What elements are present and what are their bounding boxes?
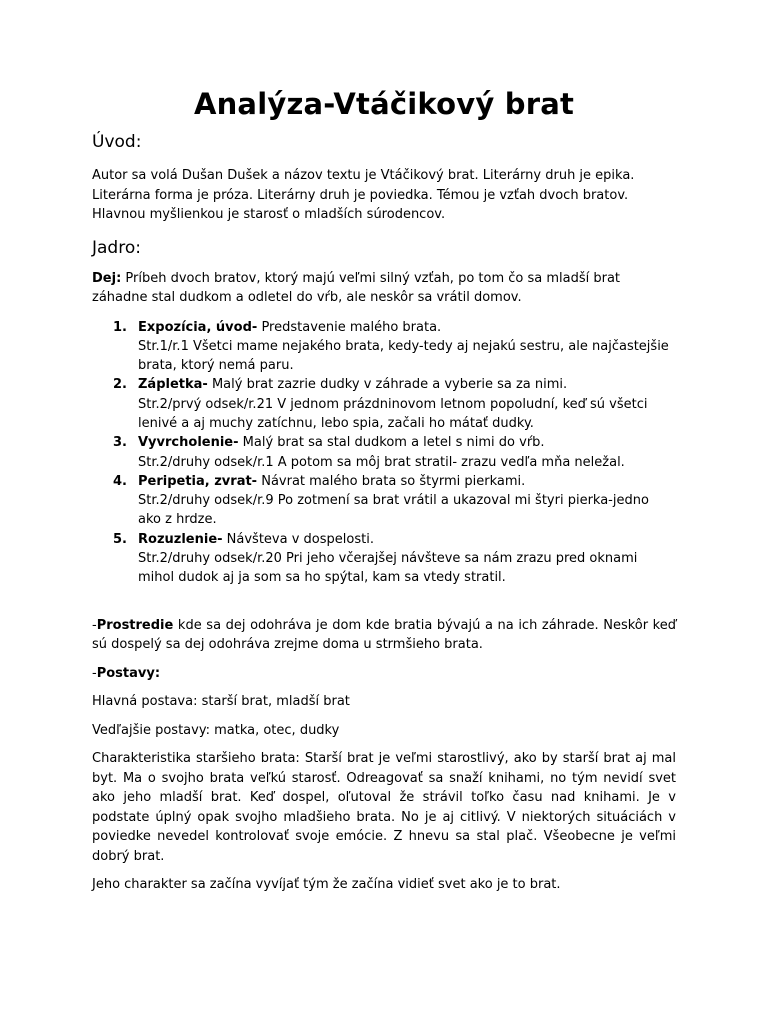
list-number: 5. bbox=[113, 531, 127, 547]
list-label: Expozícia, úvod- bbox=[138, 319, 258, 335]
uvod-paragraph: Autor sa volá Dušan Dušek a názov textu je Vtáčikový brat. Literárny druh je epika. Literárna forma je próza. Literárny druh je poviedka. Témou je vzťah dvoch bratov. Hlavnou myšlienkou je starosť o mladších súrodencov. bbox=[92, 168, 635, 222]
list-item bbox=[92, 318, 676, 376]
charakteristika-paragraph: Charakteristika staršieho brata: Starší brat je veľmi starostlivý, ako by starší brat aj mal byt. Ma o svojho brata veľkú starosť. Odreagovať sa snaží knihami, no tým nevidí svet ako jeho mladší brat. Keď dospel, oľutoval že strávil toľko času nad knihami. Je v podstate úplný opak svojho mladšieho brata. No je aj citlivý. V niektorých situáciách v poviedke nevedel kontrolovať svoje emócie. Z hnevu sa stal plač. Všeobecne je veľmi dobrý brat. bbox=[92, 751, 676, 864]
list-label: Vyvrcholenie- bbox=[138, 435, 239, 451]
list-text: Návšteva v dospelosti. bbox=[226, 531, 374, 547]
list-citation: Str.1/r.1 Všetci mame nejakého brata, kedy-tedy aj nejakú sestru, ale najčastejšie brata, ktorý nemá paru. bbox=[138, 338, 669, 374]
list-citation: Str.2/druhy odsek/r.20 Pri jeho včerajšej návšteve sa nám zrazu pred oknami mihol dudok aj ja som sa ho spýtal, kam sa vtedy stratil. bbox=[138, 551, 638, 586]
prostredie-text: kde sa dej odohráva je dom kde bratia bývajú a na ich záhrade. Neskôr keď sú dospelý sa dej odohráva zrejme doma u strmšieho brata. bbox=[92, 617, 676, 653]
list-item bbox=[92, 472, 676, 530]
list-number: 1. bbox=[113, 319, 127, 335]
list-label: Rozuzlenie- bbox=[138, 531, 223, 547]
prostredie-dash: - bbox=[92, 617, 97, 633]
jadro-heading: Jadro: bbox=[92, 237, 141, 258]
dej-label: Dej: bbox=[92, 270, 122, 286]
prostredie-label: Prostredie bbox=[96, 617, 174, 633]
list-label: Zápletka- bbox=[138, 377, 208, 393]
vyvoj-paragraph: Jeho charakter sa začína vyvíjať tým že začína vidieť svet ako je to brat. bbox=[92, 877, 561, 893]
postavy-heading bbox=[92, 664, 676, 684]
list-text: Malý brat zazrie dudky v záhrade a vyberie sa za nimi. bbox=[211, 377, 568, 393]
list-item bbox=[92, 433, 676, 472]
postavy-label: Postavy: bbox=[96, 665, 161, 681]
list-text: Predstavenie malého brata. bbox=[261, 319, 442, 335]
list-label: Peripetia, zvrat- bbox=[138, 473, 258, 489]
list-text: Malý brat sa stal dudkom a letel s nimi do vŕb. bbox=[242, 435, 545, 451]
dej-text: Príbeh dvoch bratov, ktorý majú veľmi silný vzťah, po tom čo sa mladší brat záhadne stal dudkom a odletel do vŕb, ale neskôr sa vrátil domov. bbox=[92, 270, 621, 305]
list-citation: Str.2/druhy odsek/r.9 Po zotmení sa brat vrátil a ukazoval mi štyri pierka-jedno ako z hrdze. bbox=[138, 493, 649, 528]
hlavna-postava: Hlavná postava: starší brat, mladší brat bbox=[92, 694, 350, 710]
list-item bbox=[92, 375, 676, 433]
vedlajsie-postavy: Vedľajšie postavy: matka, otec, dudky bbox=[92, 722, 340, 738]
list-number: 2. bbox=[113, 377, 127, 393]
plot-structure-list bbox=[92, 318, 676, 588]
postavy-dash: - bbox=[92, 665, 97, 681]
list-number: 4. bbox=[113, 473, 127, 489]
document-title: Analýza-Vtáčikový brat bbox=[193, 87, 575, 121]
dej-paragraph bbox=[92, 269, 676, 308]
prostredie-paragraph bbox=[92, 616, 676, 655]
list-citation: Str.2/druhy odsek/r.1 A potom sa môj brat stratil- zrazu vedľa mňa neležal. bbox=[138, 454, 625, 470]
list-item bbox=[92, 530, 676, 588]
uvod-heading: Úvod: bbox=[92, 132, 142, 152]
list-citation: Str.2/prvý odsek/r.21 V jednom prázdninovom letnom popoludní, keď sú všetci lenivé a aj muchy zatíchnu, lebo spia, začali ho mátať dudky. bbox=[138, 396, 648, 431]
list-number: 3. bbox=[113, 435, 127, 451]
list-text: Návrat malého brata so štyrmi pierkami. bbox=[261, 473, 526, 489]
